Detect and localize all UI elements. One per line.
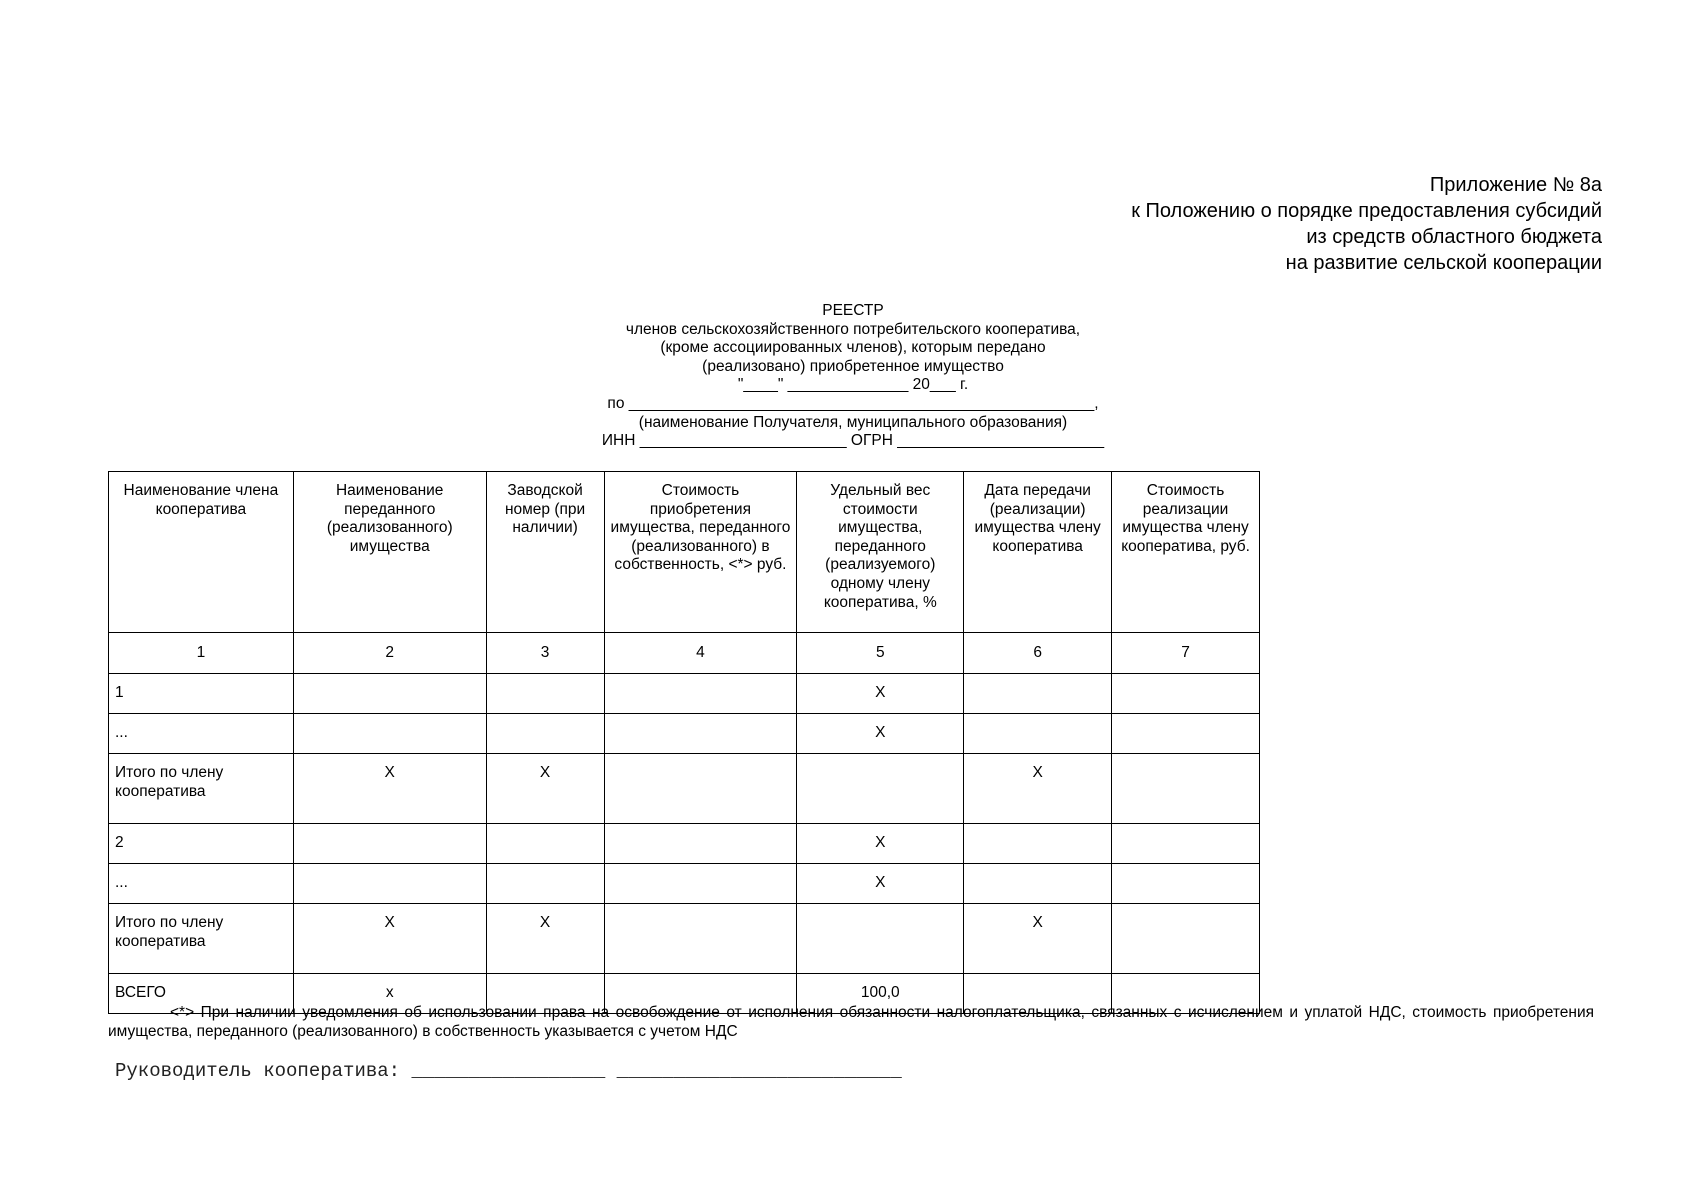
document-heading: РЕЕСТР [822,302,884,319]
table-header-cell: Стоимость приобретения имущества, переданного (реализованного) в собственность, <*> руб. [604,472,797,633]
table-header-cell: Заводской номер (при наличии) [486,472,604,633]
table-row [109,864,1260,904]
table-cell [1112,674,1260,714]
table-header-cell: Наименование члена кооператива [109,472,294,633]
document-subtitle-line2: (кроме ассоциированных членов), которым передано [660,339,1046,357]
table-cell [604,714,797,754]
table-cell [964,674,1112,714]
table-cell [293,714,486,754]
column-number: 2 [293,633,486,674]
table-cell: X [797,864,964,904]
table-cell [1112,754,1260,824]
table-row-subtotal [109,904,1260,974]
table-cell: X [486,904,604,974]
table-cell [1112,824,1260,864]
appendix-header [1131,172,1602,276]
table-cell [1112,864,1260,904]
table-row [109,674,1260,714]
table-cell: X [797,824,964,864]
table-cell: ВСЕГО [109,974,294,1014]
table-cell [293,674,486,714]
table-cell [604,904,797,974]
table-cell [797,754,964,824]
table-cell: ... [109,864,294,904]
table-cell [486,824,604,864]
table-cell [797,904,964,974]
inn-ogrn-line: ИНН ________________________ ОГРН ________________________ [601,432,1105,450]
table-header-cell: Дата передачи (реализации) имущества члену кооператива [964,472,1112,633]
table-cell [964,824,1112,864]
footnote: <*> При наличии уведомления об использовании права на освобождение от исполнения обязанности налогоплательщика, связанных с исчислением и уплатой НДС, стоимость приобретения имущества, переданного (реализованного) в собственность указывается с учетом НДС [108,1004,1594,1040]
table-cell: 100,0 [797,974,964,1014]
date-line: "____" ______________ 20___ г. [737,376,969,394]
document-subtitle-line1: членов сельскохозяйственного потребительского кооператива, [625,320,1081,338]
recipient-caption: (наименование Получателя, муниципального образования) [638,413,1068,431]
table-cell: X [797,714,964,754]
document-subtitle-line3: (реализовано) приобретенное имущество [702,357,1004,375]
table-cell [604,754,797,824]
column-number: 1 [109,633,294,674]
table-cell [486,674,604,714]
table-row-subtotal [109,754,1260,824]
appendix-reference: к Положению о порядке предоставления субсидий [1131,200,1602,222]
table-cell [1112,904,1260,974]
table-cell: X [964,904,1112,974]
table-header-row [109,472,1260,633]
column-number: 7 [1112,633,1260,674]
table-cell: 2 [109,824,294,864]
signature-line: Руководитель кооператива: _________________ _________________________ [115,1060,902,1082]
table-cell [604,824,797,864]
table-cell: X [964,754,1112,824]
table-cell: X [486,754,604,824]
table-cell: X [293,904,486,974]
table-cell: Итого по члену кооператива [109,754,294,824]
table-cell [604,864,797,904]
column-number: 5 [797,633,964,674]
table-cell [964,864,1112,904]
table-header-cell: Удельный вес стоимости имущества, переданного (реализуемого) одному члену кооператива, % [797,472,964,633]
table-cell [486,864,604,904]
table-header-cell: Наименование переданного (реализованного) имущества [293,472,486,633]
table-cell: ... [109,714,294,754]
table-header-cell: Стоимость реализации имущества члену кооператива, руб. [1112,472,1260,633]
appendix-reference-line3: из средств областного бюджета [1306,226,1602,248]
table-cell [293,864,486,904]
recipient-line: по ______________________________________________________, [607,394,1099,412]
table-row [109,824,1260,864]
registry-table [108,471,1260,1014]
table-row [109,714,1260,754]
column-number-row [109,633,1260,674]
document-title [0,302,1697,451]
table-cell: 1 [109,674,294,714]
table-cell [293,824,486,864]
table-cell: x [293,974,486,1014]
table-cell [964,714,1112,754]
table-cell [604,674,797,714]
table-cell [486,714,604,754]
column-number: 4 [604,633,797,674]
table-cell: X [293,754,486,824]
table-cell: X [797,674,964,714]
appendix-number: Приложение № 8а [1429,174,1602,196]
table-cell: Итого по члену кооператива [109,904,294,974]
column-number: 6 [964,633,1112,674]
table-cell [1112,714,1260,754]
column-number: 3 [486,633,604,674]
appendix-reference-line4: на развитие сельской кооперации [1285,252,1602,274]
